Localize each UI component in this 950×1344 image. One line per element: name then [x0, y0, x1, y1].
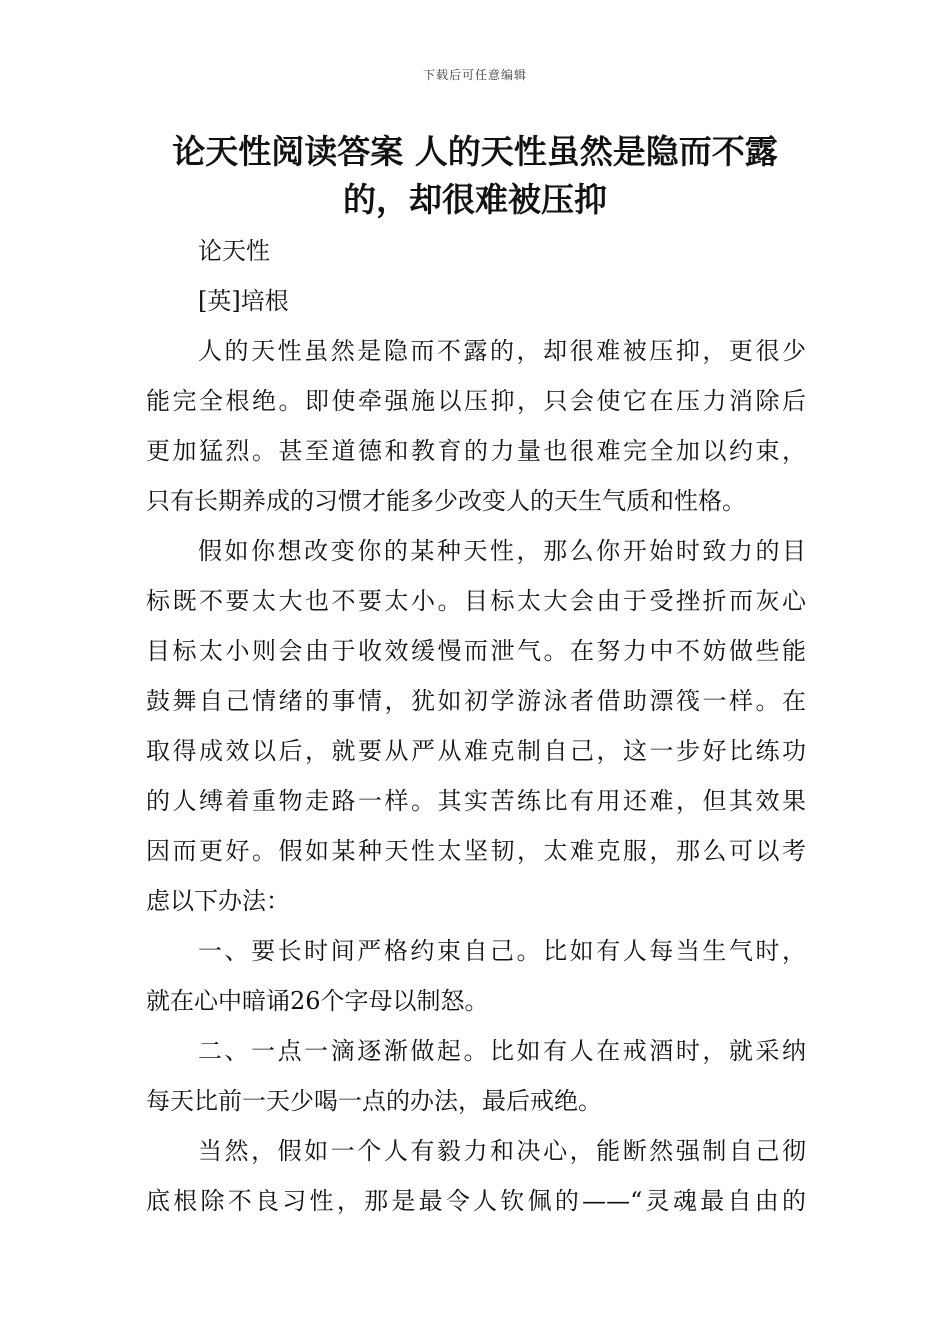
title-line: 论天性阅读答案 人的天性虽然是隐而不露	[172, 132, 778, 171]
paragraph-line: 的人缚着重物走路一样。其实苦练比有用还难，但其效果	[146, 787, 806, 815]
subtitle: 论天性	[198, 237, 270, 265]
paragraph	[146, 1126, 806, 1226]
document-body	[146, 226, 806, 1226]
paragraph-line: 更加猛烈。甚至道德和教育的力量也很难完全加以约束，	[146, 437, 806, 465]
paragraph-line: 就在心中暗诵26个字母以制怒。	[146, 987, 489, 1015]
paragraph-line: 一、要长时间严格约束自己。比如有人每当生气时，	[198, 937, 806, 965]
paragraph-line: 假如你想改变你的某种天性，那么你开始时致力的目	[198, 537, 806, 565]
paragraph-line: 能完全根绝。即使牵强施以压抑，只会使它在压力消除后	[146, 387, 806, 415]
title-line: 的，却很难被压抑	[343, 180, 607, 219]
paragraph-line: 虑以下办法：	[146, 887, 290, 915]
paragraph-line: 当然，假如一个人有毅力和决心，能断然强制自己彻	[198, 1137, 806, 1165]
paragraph-line: 每天比前一天少喝一点的办法，最后戒绝。	[146, 1087, 602, 1115]
document-title	[130, 128, 820, 224]
paragraph	[146, 526, 806, 926]
paragraph-line: 因而更好。假如某种天性太坚韧，太难克服，那么可以考	[146, 837, 806, 865]
paragraph	[146, 926, 806, 1026]
paragraph-line: 鼓舞自己情绪的事情，犹如初学游泳者借助漂筏一样。在	[146, 687, 806, 715]
paragraph-line: 标既不要太大也不要太小。目标太大会由于受挫折而灰心	[146, 587, 806, 615]
paragraph-line: 目标太小则会由于收效缓慢而泄气。在努力中不妨做些能	[146, 637, 806, 665]
author: [英]培根	[198, 287, 289, 315]
paragraph-line: 取得成效以后，就要从严从难克制自己，这一步好比练功	[146, 737, 806, 765]
paragraph	[146, 1026, 806, 1126]
paragraph-line: 只有长期养成的习惯才能多少改变人的天生气质和性格。	[146, 487, 746, 515]
header-note: 下载后可任意编辑	[422, 68, 527, 82]
paragraph-line: 底根除不良习性，那是最令人钦佩的——“灵魂最自由的	[146, 1187, 806, 1215]
paragraph-line: 人的天性虽然是隐而不露的，却很难被压抑，更很少	[198, 337, 806, 365]
paragraph-line: 二、一点一滴逐渐做起。比如有人在戒酒时，就采纳	[198, 1037, 806, 1065]
paragraph	[146, 326, 806, 526]
